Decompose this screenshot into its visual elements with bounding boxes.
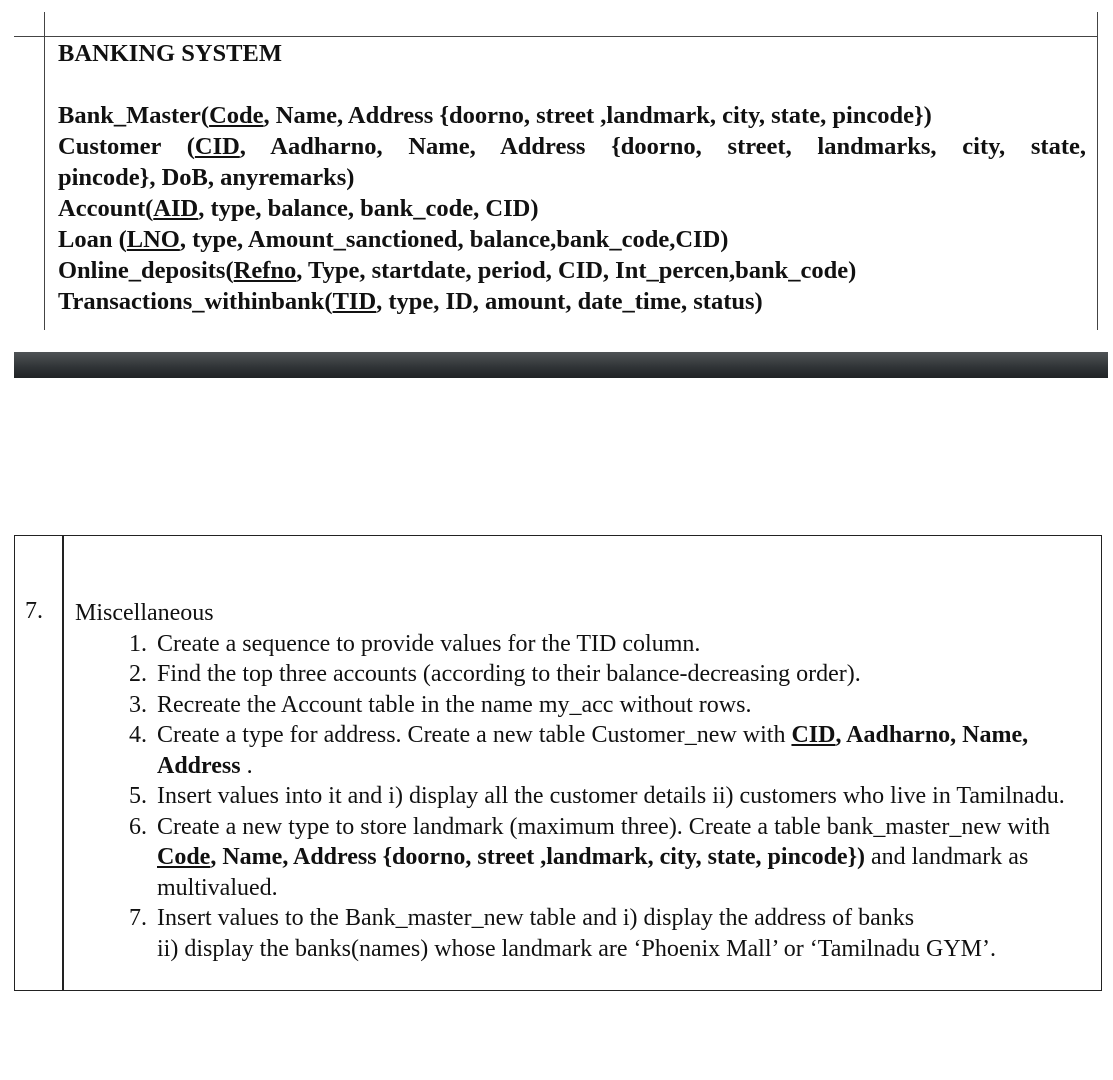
list-item <box>153 812 1085 904</box>
schema-panel <box>0 0 1113 330</box>
item-text: Recreate the Account table in the name my_acc without rows. <box>157 691 752 718</box>
list-item <box>153 629 1085 660</box>
schema-line-suffix: , Aadharno, Name, Address {doorno, street, landmarks, city, state, <box>239 133 1086 160</box>
primary-key: CID <box>194 133 240 160</box>
item-text: Find the top three accounts (according to their balance-decreasing order). <box>157 661 861 687</box>
schema-line-online-deposits <box>58 255 1086 286</box>
item-text-end: ii) display the banks(names) whose landmark are ‘Phoenix Mall’ or ‘Tamilnadu GYM’. <box>157 935 996 962</box>
column-divider <box>62 536 64 990</box>
list-item <box>153 781 1085 812</box>
item-text-end: and landmark as multivalued. <box>157 844 1029 901</box>
schema-line-prefix: Bank_Master( <box>58 102 210 129</box>
schema-line-prefix: Transactions_withinbank( <box>58 288 333 315</box>
schema-line-prefix: Account( <box>58 195 154 222</box>
schema-line-suffix: , Name, Address {doorno, street ,landmark, city, state, pincode}) <box>263 102 932 129</box>
item-bold-text: , Aadharno, Name, Address <box>157 722 1029 779</box>
task-number: 7. <box>25 598 43 624</box>
panel-left-border <box>44 12 45 330</box>
schema-line-prefix: Online_deposits( <box>58 257 234 284</box>
item-bold-text: , Name, Address {doorno, street ,landmark, city, state, pincode}) <box>210 844 866 870</box>
schema-line-suffix: , type, balance, bank_code, CID) <box>198 195 539 222</box>
primary-key: CID <box>791 722 836 748</box>
task-list <box>75 629 1085 965</box>
page-separator-bar <box>14 352 1108 378</box>
primary-key: Code <box>157 844 211 870</box>
schema-text <box>58 38 1086 317</box>
list-item <box>153 659 1085 690</box>
schema-line-prefix: Customer ( <box>58 133 195 160</box>
item-text: Create a sequence to provide values for the TID column. <box>157 630 701 657</box>
list-item <box>153 903 1085 964</box>
schema-line-account <box>58 193 1086 224</box>
item-text: Insert values into it and i) display all the customer details ii) customers who live in Tamilnadu. <box>157 783 1065 809</box>
task-table <box>14 535 1102 991</box>
schema-line-prefix: Loan ( <box>58 226 127 253</box>
schema-line-suffix: , type, Amount_sanctioned, balance,bank_code,CID) <box>179 226 729 253</box>
panel-top-border <box>14 36 1098 37</box>
schema-title: BANKING SYSTEM <box>58 40 282 67</box>
item-text-end: . <box>240 752 253 779</box>
schema-line-customer-cont <box>58 162 1086 193</box>
schema-line-bank-master <box>58 100 1086 131</box>
item-text: Insert values to the Bank_master_new table and i) display the address of banks <box>157 905 915 931</box>
schema-line-loan <box>58 224 1086 255</box>
schema-line-transactions <box>58 286 1086 317</box>
item-text: Create a new type to store landmark (maximum three). Create a table bank_master_new with <box>157 813 1051 840</box>
primary-key: Refno <box>233 257 297 284</box>
list-item <box>153 720 1085 781</box>
primary-key: Code <box>209 102 264 129</box>
item-text: Create a type for address. Create a new table Customer_new with <box>157 722 792 748</box>
schema-line-customer <box>58 131 1086 162</box>
schema-line-suffix: pincode}, DoB, anyremarks) <box>58 164 355 191</box>
primary-key: LNO <box>126 226 180 253</box>
list-item <box>153 690 1085 721</box>
schema-line-suffix: , type, ID, amount, date_time, status) <box>376 288 763 315</box>
task-heading: Miscellaneous <box>75 600 214 626</box>
task-body <box>75 598 1085 964</box>
panel-right-border <box>1097 12 1098 330</box>
primary-key: TID <box>332 288 377 315</box>
schema-line-suffix: , Type, startdate, period, CID, Int_percen,bank_code) <box>296 257 857 284</box>
primary-key: AID <box>153 195 199 222</box>
